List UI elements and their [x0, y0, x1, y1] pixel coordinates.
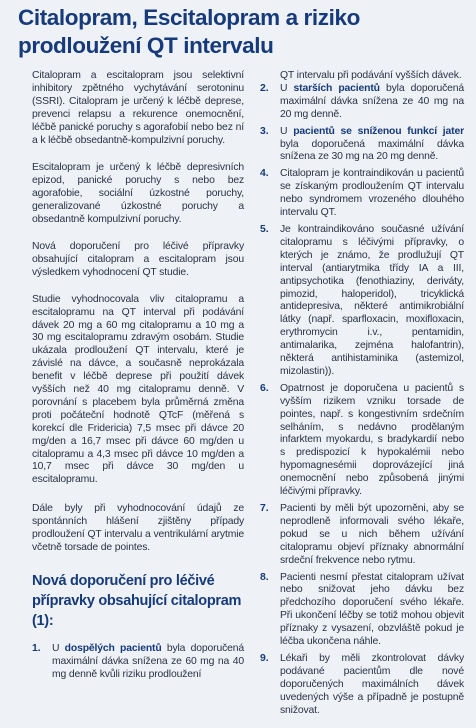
- list-number: 2.: [260, 82, 269, 94]
- list-item: [32, 643, 244, 682]
- list-item-text: Pacienti by měli být upozorněni, aby se neprodleně informovali svého lékaře, pokud se u nich během užívání citalopramu objeví příznaky abnormální srdeční frekvence nebo rytmu.: [280, 503, 464, 566]
- list-item: [260, 126, 464, 165]
- paragraph-spontaneous-reports: Dále byly při vyhodnocování údajů ze spontánních hlášení zjištěny případy prodloužení QT intervalu a ventrikulární arytmie včetně torsade de pointes.: [32, 503, 244, 553]
- section-heading: Nová doporučení pro léčivé přípravky obsahující citalopram (1):: [32, 572, 242, 629]
- list-item-text: Opatrnost je doporučena u pacientů s vyšším rizikem vzniku torsade de pointes, např. s kongestivním srdečním selháním, s nedávno prodělaným infarktem myokardu, s bradykardií nebo s predispozicí k hypokalémii nebo hypomagnesémii doprovázející jiná onemocnění nebo způsobená jinými léčivými přípravky.: [280, 382, 464, 498]
- list-number: 8.: [260, 571, 269, 583]
- left-column: [32, 70, 244, 682]
- list-item-text: U pacientů se sníženou funkcí jater byla doporučená maximální dávka snížena ze 30 mg na 20 mg denně.: [280, 125, 464, 163]
- list-item: [260, 168, 464, 220]
- right-column: [260, 70, 464, 718]
- list-number: 3.: [260, 125, 269, 137]
- list-number: 5.: [260, 223, 269, 235]
- list-item: [260, 653, 464, 718]
- emphasis: dospělých pacientů: [64, 642, 162, 654]
- list-item: [260, 503, 464, 568]
- emphasis: starších pacientů: [293, 82, 380, 94]
- list-item-text: Je kontraindikováno současné užívání citalopramu s léčivými přípravky, o kterých je známo, že prodlužují QT interval (antiarytmika třídy IA a III, antipsychotika (fenothiaziny, deriváty, pimozid, haloperidol), tricyklická antidepresiva, některé antimikrobiální látky (např. sparfloxacin, moxifloxacin, erythromycin i.v., pentamidin, antimalarika, zejména halofantrin), některá antihistaminika (astemizol, mizolastin)).: [280, 223, 464, 377]
- list-item: [260, 572, 464, 649]
- paragraph-new-recommendations: Nová doporučení pro léčivé přípravky obsahující citalopram a escitalopram jsou výsledkem vyhodnocení QT studie.: [32, 240, 244, 278]
- list-number: 7.: [260, 503, 269, 514]
- list-item-text: Citalopram je kontraindikován u pacientů se získaným prodloužením QT intervalu nebo syndromem vrozeného dlouhého intervalu QT.: [280, 168, 464, 219]
- recommendation-list: [260, 83, 464, 718]
- list-item: [260, 83, 464, 122]
- list-item-text: U starších pacientů byla doporučená maximální dávka snížena ze 40 mg na 20 mg denně.: [280, 82, 465, 120]
- list-item-text: Lékaři by měli zkontrolovat dávky podávané pacientům dle nové doporučených maximálních dávek uvedených výše a případně je postupně snižovat.: [280, 652, 464, 716]
- paragraph-study: Studie vyhodnocovala vliv citalopramu a escitalopramu na QT interval při podávání dávek 20 mg a 60 mg citalopramu a 10 mg a 30 mg escitalopramu zdravým osobám. Studie ukázala prodloužení QT intervalu, které je závislé na dávce, a současně neprokázala benefit v léčbě deprese při použití dávek vyšších než 40 mg citalopramu denně. V porovnání s placebem byla průměrná změna proti počáteční hodnotě QTcF (měřená s korekcí dle Fridericia) 7,5 msec při dávce 20 mg/den a 16,7 msec při dávce 60 mg/den u citalopramu a 4,3 msec při dávce 10 mg/den a 10,7 msec při dávce 30 mg/den u escitalopramu.: [32, 293, 244, 486]
- list-number: 4.: [260, 168, 269, 180]
- list-item: [260, 383, 464, 499]
- list-number: 6.: [260, 382, 269, 394]
- list-number: 1.: [32, 642, 41, 654]
- list-number: 9.: [260, 652, 269, 664]
- paragraph-escitalopram: Escitalopram je určený k léčbě depresivních epizod, panické poruchy s nebo bez agorafobie, sociální úzkostné poruchy, generalizované úzkostné poruchy a obsedantně kompulzivní poruchy.: [32, 162, 244, 226]
- paragraph-intro: Citalopram a escitalopram jsou selektivní inhibitory zpětného vychytávání serotoninu (SSRI). Citalopram je určený k léčbě deprese, prevenci relapsu a rekurence onemocnění, léčbě panické poruchy s agorafobií nebo bez ní a k léčbě obsedantně-kompulzivní poruchy.: [32, 70, 244, 146]
- emphasis: pacientů se sníženou funkcí jater: [293, 125, 464, 137]
- recommendation-list-start: [32, 643, 244, 682]
- list-item-continuation: QT intervalu při podávání vyšších dávek.: [280, 70, 462, 81]
- list-item-text: Pacienti nesmí přestat citalopram užívat nebo snižovat jeho dávku bez předchozího doporučení svého lékaře. Při ukončení léčby se totiž mohou objevit příznaky z vysazení, obzvláště pokud je léčba ukončena náhle.: [280, 571, 464, 648]
- article-title: Citalopram, Escitalopram a riziko prodloužení QT intervalu: [18, 5, 360, 58]
- list-item-text: U dospělých pacientů byla doporučená maximální dávka snížena ze 60 mg na 40 mg denně kvůli riziku prodloužení: [52, 642, 245, 680]
- list-item: [260, 224, 464, 379]
